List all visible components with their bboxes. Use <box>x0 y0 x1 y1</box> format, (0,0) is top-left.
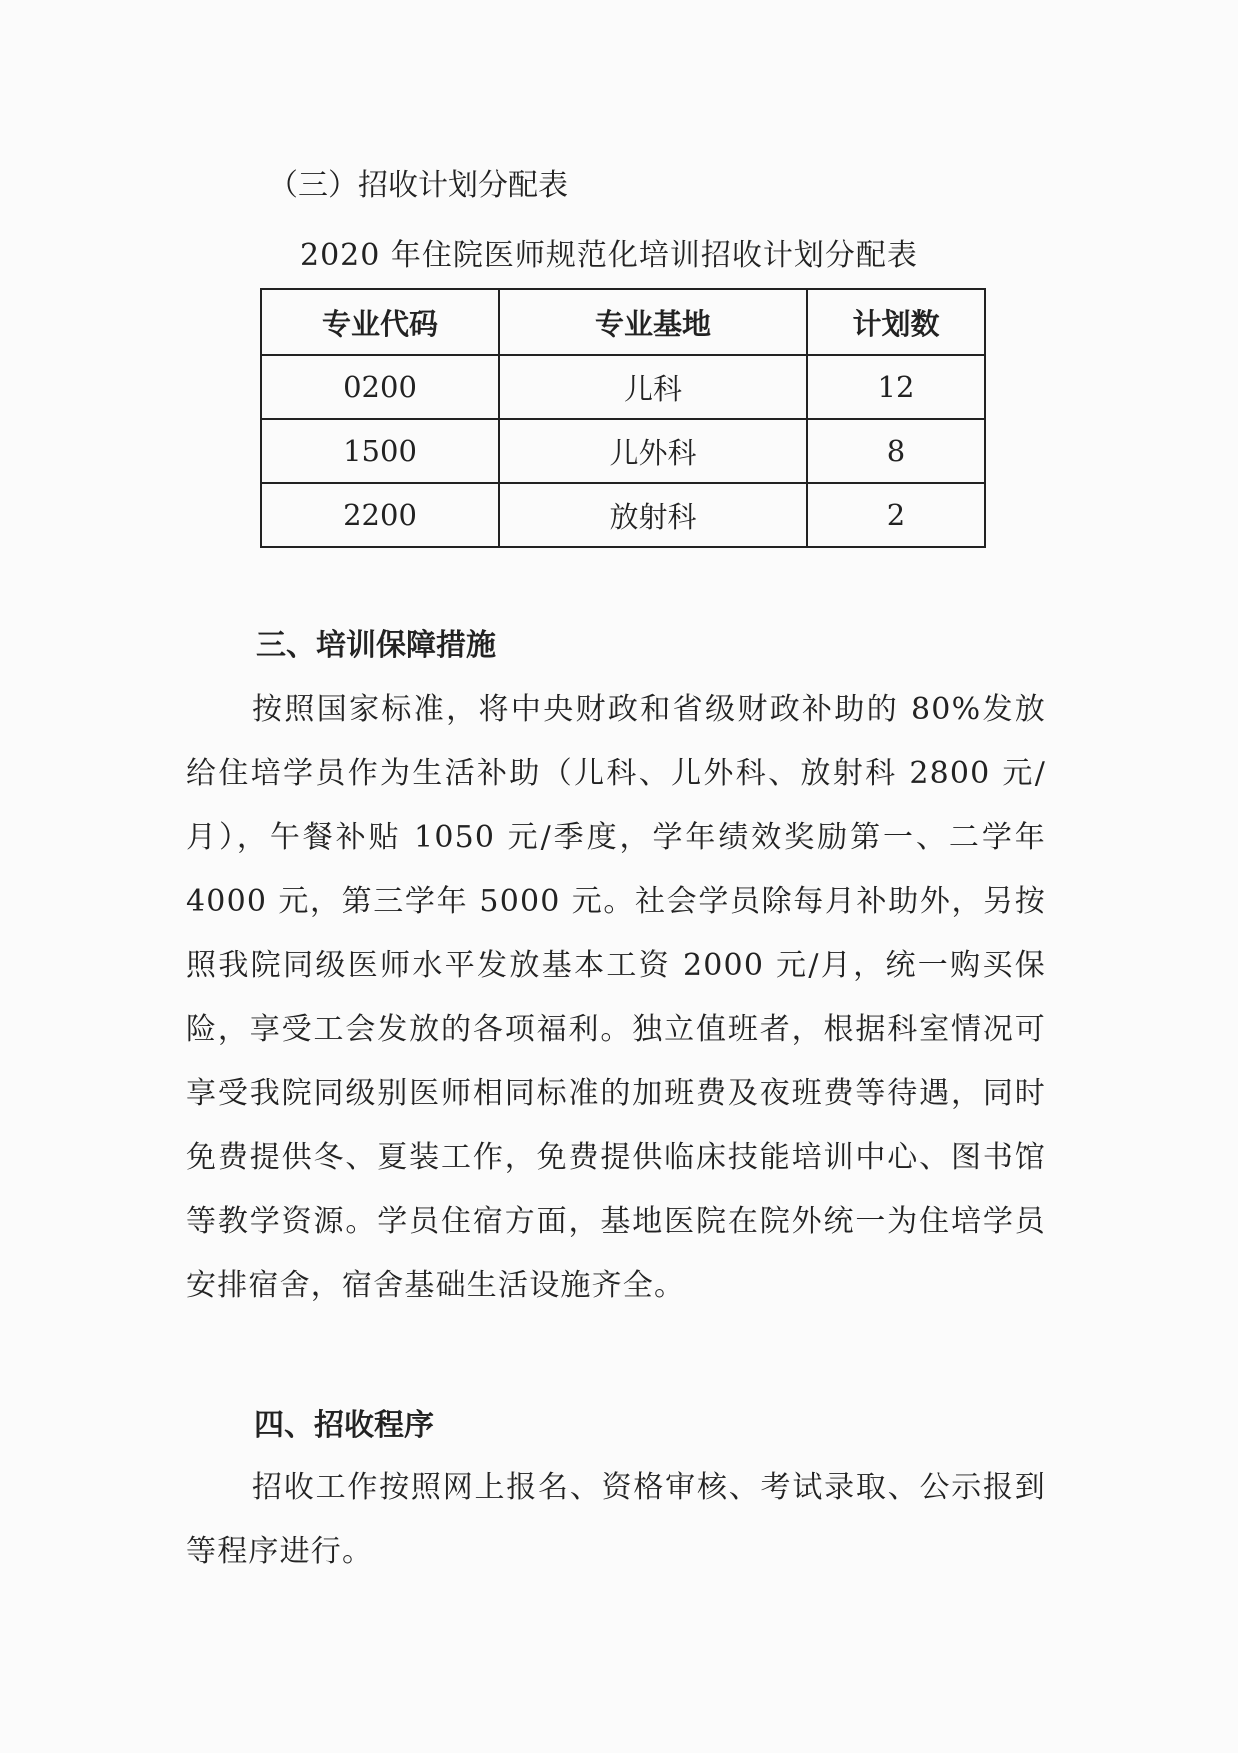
cell-major-code: 2200 <box>261 483 499 547</box>
section-four-paragraph: 招收工作按照网上报名、资格审核、考试录取、公示报到等程序进行。 <box>186 1470 1046 1569</box>
cell-plan-count: 12 <box>807 355 985 419</box>
header-major-base: 专业基地 <box>499 289 807 355</box>
cell-major-base: 儿科 <box>499 355 807 419</box>
cell-major-code: 1500 <box>261 419 499 483</box>
subsection-title: （三）招收计划分配表 <box>268 168 568 203</box>
cell-major-base: 儿外科 <box>499 419 807 483</box>
header-major-code: 专业代码 <box>261 289 499 355</box>
header-plan-count: 计划数 <box>807 289 985 355</box>
table-header-row <box>261 289 985 355</box>
table-row <box>261 419 985 483</box>
section-three-paragraph: 按照国家标准，将中央财政和省级财政补助的 80%发放给住培学员作为生活补助（儿科、儿外科、放射科 2800 元/月），午餐补贴 1050 元/季度，学年绩效奖励第一、二学年 4000 元，第三学年 5000 元。社会学员除每月补助外，另按照我院同级医师水平发放基本工资 2000 元/月，统一购买保险，享受工会发放的各项福利。独立值班者，根据科室情况可享受我院同级别医师相同标准的加班费及夜班费等待遇，同时免费提供冬、夏装工作，免费提供临床技能培训中心、图书馆等教学资源。学员住宿方面，基地医院在院外统一为住培学员安排宿舍，宿舍基础生活设施齐全。 <box>186 692 1046 1303</box>
enrollment-plan-table <box>260 288 986 548</box>
cell-plan-count: 2 <box>807 483 985 547</box>
table-caption: 2020 年住院医师规范化培训招收计划分配表 <box>300 238 918 273</box>
section-four-title: 四、招收程序 <box>254 1408 434 1443</box>
cell-major-code: 0200 <box>261 355 499 419</box>
cell-major-base: 放射科 <box>499 483 807 547</box>
cell-plan-count: 8 <box>807 419 985 483</box>
table-row <box>261 355 985 419</box>
section-three-title: 三、培训保障措施 <box>256 628 496 663</box>
table-row <box>261 483 985 547</box>
